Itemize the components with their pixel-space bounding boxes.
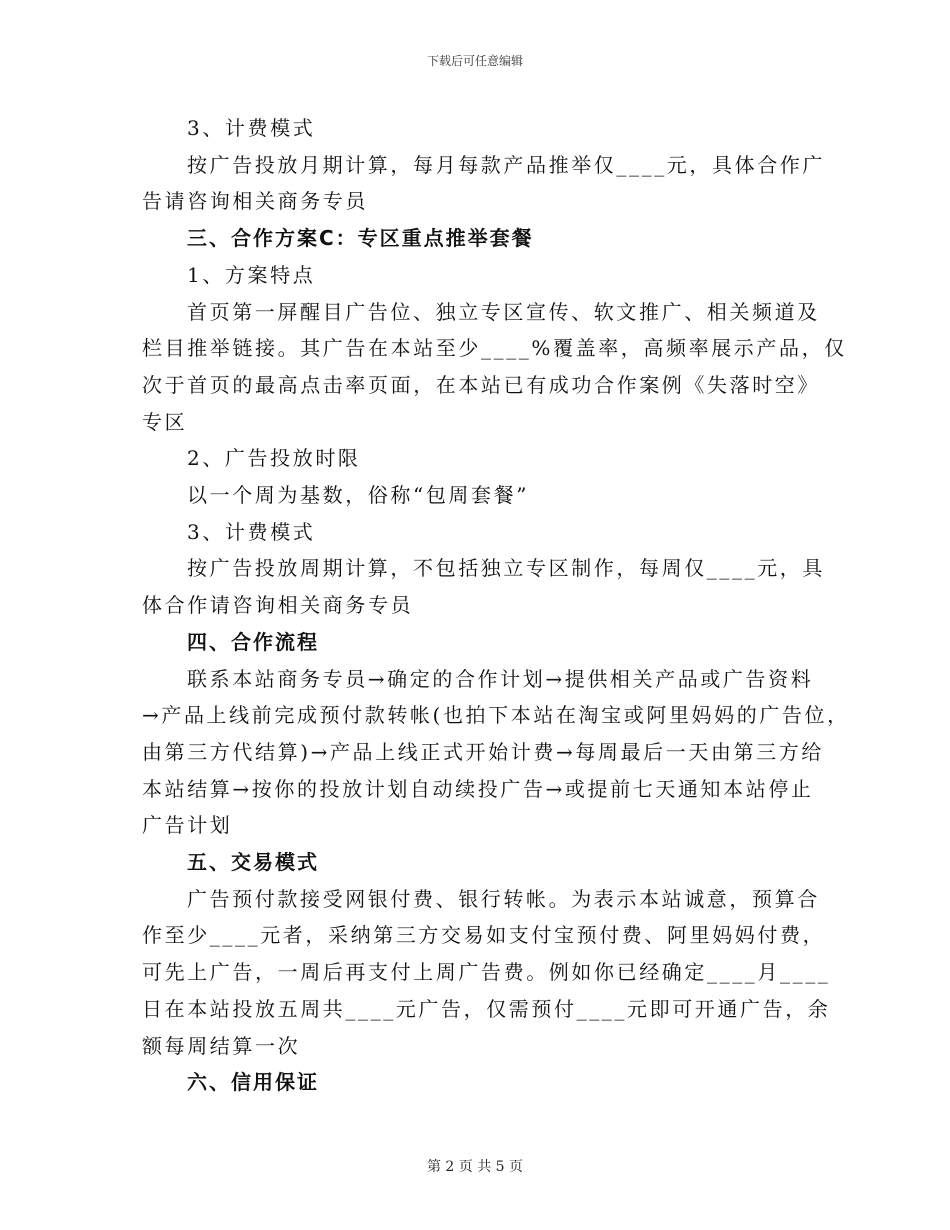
line-4: 三、合作方案C：专区重点推举套餐 [187,226,534,251]
line-10: 2、广告投放时限 [187,446,361,471]
line-20: 广告计划 [142,813,233,838]
document-body [142,110,850,1101]
line-5: 1、方案特点 [187,262,316,287]
line-19: 本站结算→按你的投放计划自动续投广告→或提前七天通知本站停止 [142,776,814,801]
line-23: 作至少____元者，采纳第三方交易如支付宝预付费、阿里妈妈付费， [142,923,826,948]
line-1: 3、计费模式 [187,116,316,140]
line-2: 按广告投放月期计算，每月每款产品推举仅____元，具体合作广 [187,152,825,177]
page-header-note: 下载后可任意编辑 [426,54,523,68]
line-12: 3、计费模式 [187,519,316,544]
line-22: 广告预付款接受网银付费、银行转帐。为表示本站诚意，预算合 [187,886,820,911]
line-15: 四、合作流程 [187,629,319,654]
line-24: 可先上广告，一周后再支付上周广告费。例如你已经确定____月____ [142,960,831,985]
line-16: 联系本站商务专员→确定的合作计划→提供相关产品或广告资料 [187,666,814,691]
line-9: 专区 [142,409,188,434]
line-3: 告请咨询相关商务专员 [142,189,368,214]
page-number-footer: 第 2 页 共 5 页 [426,1159,524,1175]
line-17: →产品上线前完成预付款转帐(也拍下本站在淘宝或阿里妈妈的广告位， [142,703,850,728]
line-6: 首页第一屏醒目广告位、独立专区宣传、软文推广、相关频道及 [187,299,820,324]
line-7: 栏目推举链接。其广告在本站至少____%覆盖率，高频率展示产品，仅 [142,336,847,361]
line-11: 以一个周为基数，俗称“包周套餐” [187,483,530,508]
line-18: 由第三方代结算)→产品上线正式开始计费→每周最后一天由第三方给 [142,739,824,764]
line-25: 日在本站投放五周共____元广告，仅需预付____元即可开通广告，余 [142,996,831,1021]
line-13: 按广告投放周期计算，不包括独立专区制作，每周仅____元，具 [187,556,825,581]
line-21: 五、交易模式 [187,850,319,875]
line-27: 六、信用保证 [187,1070,319,1095]
line-26: 额每周结算一次 [142,1033,301,1058]
line-8: 次于首页的最高点击率页面，在本站已有成功合作案例《失落时空》 [142,372,820,397]
line-14: 体合作请咨询相关商务专员 [142,593,414,618]
